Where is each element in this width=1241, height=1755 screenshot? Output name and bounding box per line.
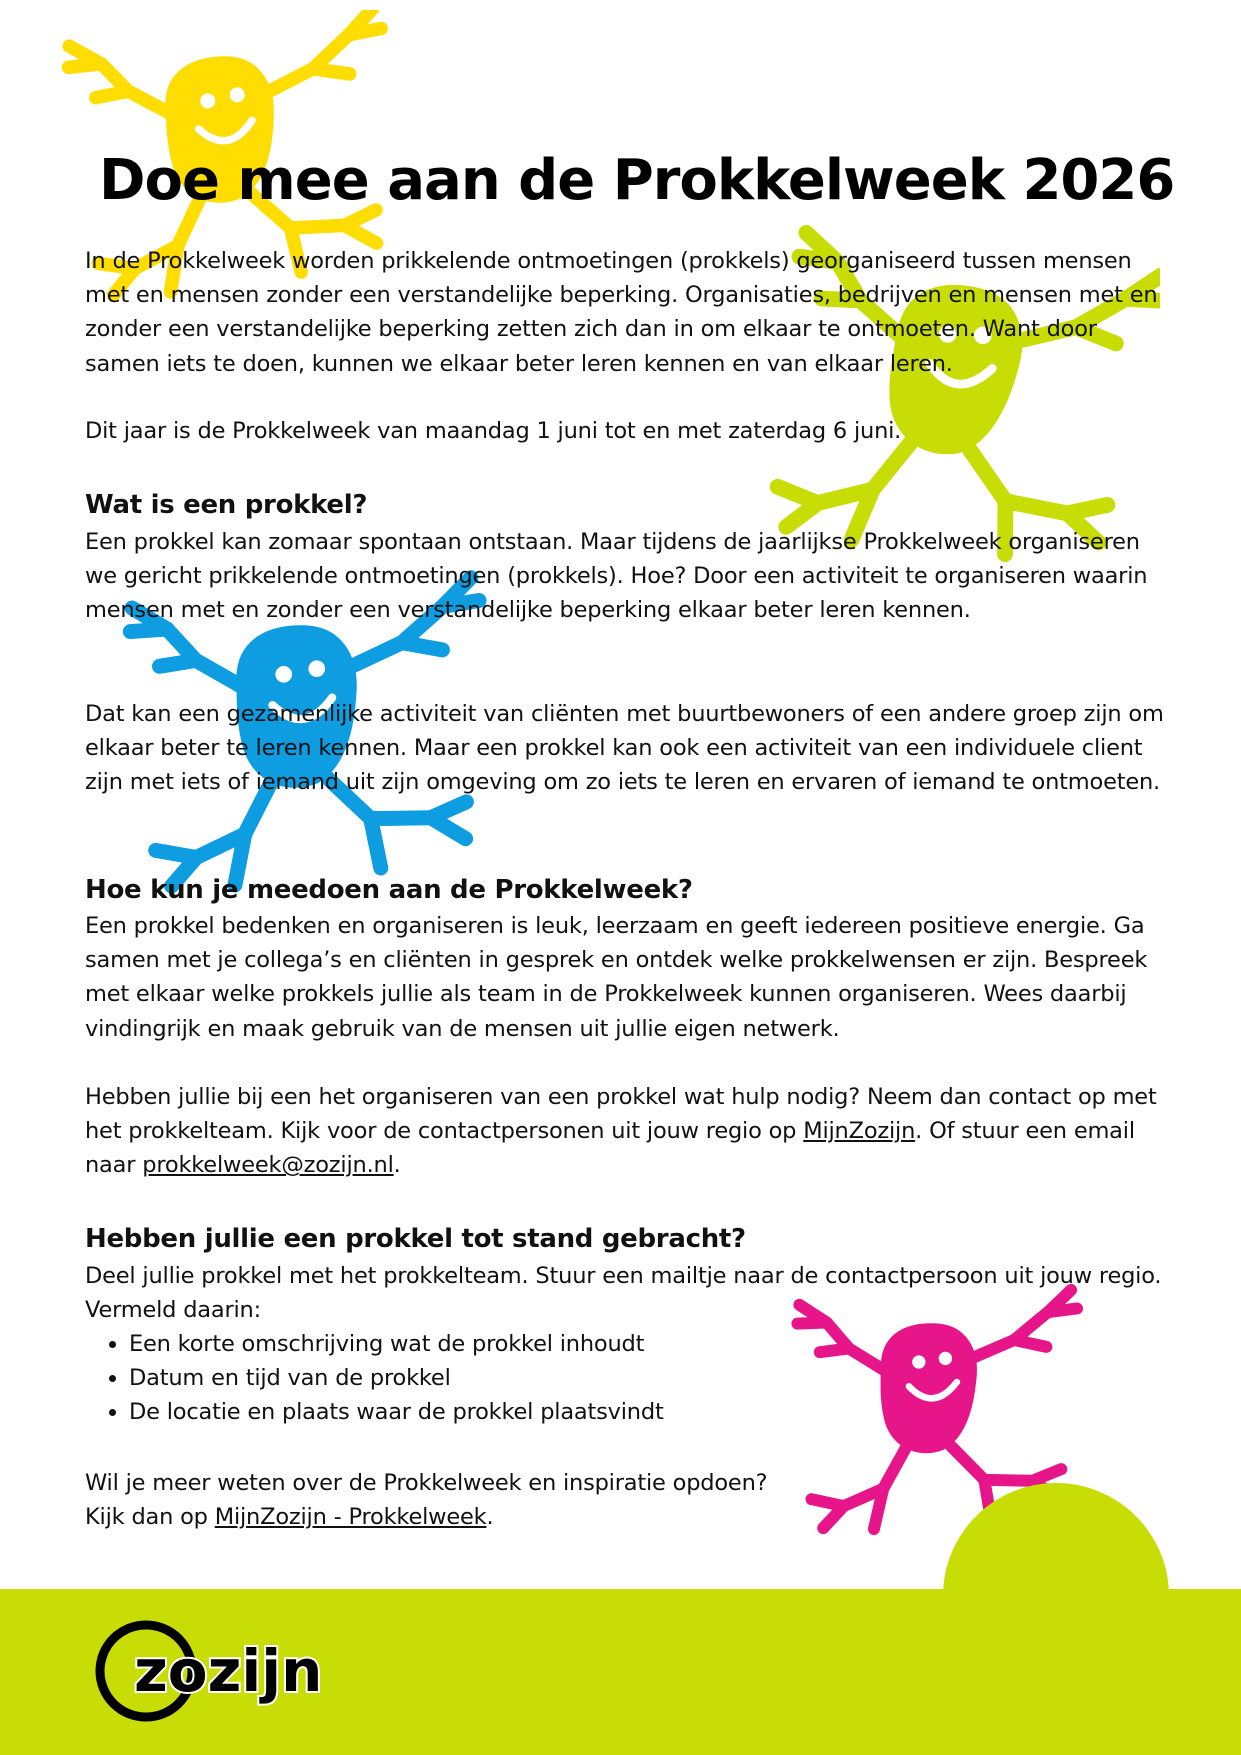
list-item: • De locatie en plaats waar de prokkel plaatsvindt bbox=[129, 1395, 664, 1429]
closing-text-after: . bbox=[486, 1504, 494, 1531]
section1-paragraph-1: Een prokkel kan zomaar spontaan ontstaan. Maar tijdens de jaarlijkse Prokkelweek organiseren we gericht prikkelende ontmoetingen (prokkels). Hoe? Door een activiteit te organiseren waarin mensen met en zonder een verstandelijke beperking elkaar beter leren kennen. bbox=[85, 529, 1148, 624]
section2-text-before: Hebben jullie bij een het organiseren van een prokkel wat hulp nodig? Neem dan contact op met het prokkelteam. Kijk voor de contactpersonen uit jouw regio op bbox=[85, 1084, 1157, 1145]
page-title: Doe mee aan de Prokkelweek 2026 bbox=[99, 148, 1175, 213]
zozijn-logo[interactable] bbox=[92, 1615, 362, 1725]
section-heading-tot-stand: Hebben jullie een prokkel tot stand gebracht? bbox=[85, 1224, 746, 1254]
closing-paragraph bbox=[85, 1466, 845, 1534]
intro-paragraph: In de Prokkelweek worden prikkelende ontmoetingen (prokkels) georganiseerd tussen mensen met en mensen zonder een verstandelijke beperking. Organisaties, bedrijven en mensen met en zonder een verstandelijke beperking zetten zich dan in om elkaar te ontmoeten. Want door samen iets te doen, kunnen we elkaar beter leren kennen en van elkaar leren. bbox=[85, 248, 1158, 377]
section1-paragraph-2: Dat kan een gezamenlijke activiteit van cliënten met buurtbewoners of een andere groep zijn om elkaar beter te leren kennen. Maar een prokkel kan ook een activiteit van een individuele client zijn met iets of iemand uit zijn omgeving om zo iets te leren en ervaren of iemand te ontmoeten. bbox=[85, 701, 1164, 796]
mijnzozijn-link[interactable]: MijnZozijn bbox=[803, 1118, 916, 1145]
section2-text-after: . bbox=[393, 1152, 401, 1179]
logo-wordmark: zozijn bbox=[134, 1637, 323, 1705]
section2-paragraph-2 bbox=[85, 1080, 1165, 1183]
date-paragraph: Dit jaar is de Prokkelweek van maandag 1 juni tot en met zaterdag 6 juni. bbox=[85, 418, 902, 444]
closing-line-1: Wil je meer weten over de Prokkelweek en inspiratie opdoen? bbox=[85, 1470, 768, 1496]
section-heading-wat-is: Wat is een prokkel? bbox=[85, 490, 368, 520]
info-bullet-list bbox=[85, 1327, 664, 1430]
prokkelweek-link[interactable]: MijnZozijn - Prokkelweek bbox=[214, 1504, 487, 1531]
section3-paragraph: Deel jullie prokkel met het prokkelteam. Stuur een mailtje naar de contactpersoon uit jouw regio. Vermeld daarin: bbox=[85, 1263, 1162, 1324]
list-item: • Datum en tijd van de prokkel bbox=[129, 1361, 664, 1395]
closing-text-before: Kijk dan op bbox=[85, 1504, 215, 1531]
section2-paragraph-1: Een prokkel bedenken en organiseren is leuk, leerzaam en geeft iedereen positieve energie. Ga samen met je collega’s en cliënten in gesprek en ontdek welke prokkelwensen er zijn. Bespreek met elkaar welke prokkels jullie als team in de Prokkelweek kunnen organiseren. Wees daarbij vindingrijk en maak gebruik van de mensen uit jullie eigen netwerk. bbox=[85, 913, 1148, 1042]
section2-text-middle: . Of stuur een email naar bbox=[85, 1118, 1135, 1179]
list-item: • Een korte omschrijving wat de prokkel inhoudt bbox=[129, 1327, 664, 1361]
email-link[interactable]: prokkelweek@zozijn.nl bbox=[142, 1152, 394, 1179]
section-heading-meedoen: Hoe kun je meedoen aan de Prokkelweek? bbox=[85, 875, 693, 905]
